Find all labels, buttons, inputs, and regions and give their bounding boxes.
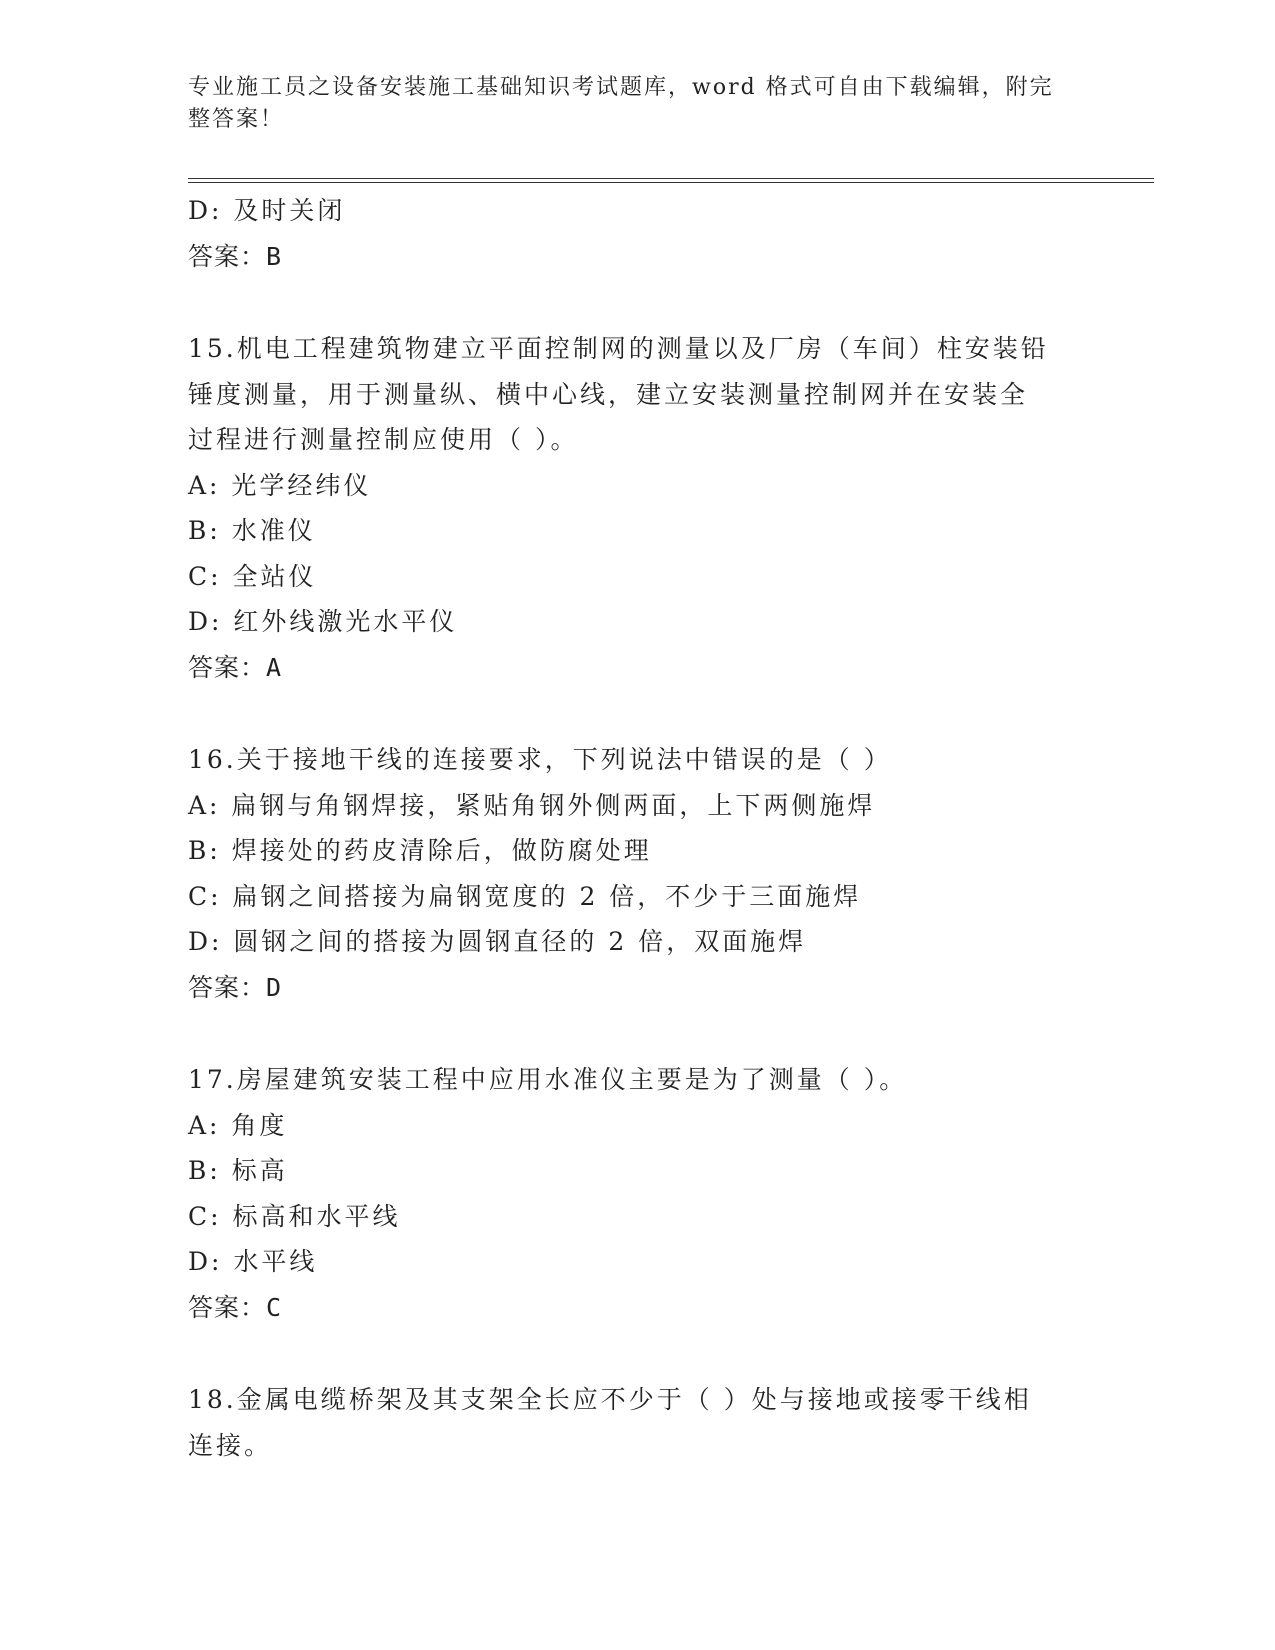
question-18	[188, 1377, 1118, 1468]
question-17-option-c: C: 标高和水平线	[188, 1201, 401, 1231]
spacer	[188, 1330, 1118, 1377]
header-title-line-1: 专业施工员之设备安装施工基础知识考试题库，word 格式可自由下载编辑，附完	[188, 75, 1054, 100]
question-15	[188, 326, 1118, 690]
question-16	[188, 737, 1118, 1010]
question-18-line-2: 连接。	[188, 1430, 273, 1460]
answer-label: 答案：	[188, 972, 267, 1002]
question-17-line-1: 17.房屋建筑安装工程中应用水准仪主要是为了测量（ ）。	[188, 1065, 908, 1094]
spacer	[188, 690, 1118, 737]
question-16-answer	[188, 965, 1118, 1011]
question-17-option-a: A: 角度	[188, 1110, 288, 1140]
question-17-answer	[188, 1285, 1118, 1331]
question-16-option-c: C: 扁钢之间搭接为扁钢宽度的 2 倍，不少于三面施焊	[188, 881, 862, 911]
question-15-option-d: D: 红外线激光水平仪	[188, 607, 458, 636]
question-16-option-b: B: 焊接处的药皮清除后，做防腐处理	[188, 836, 652, 865]
question-17-option-d: D: 水平线	[188, 1247, 318, 1276]
question-15-answer	[188, 645, 1118, 691]
answer-label: 答案：	[188, 652, 267, 682]
question-15-line-1: 15.机电工程建筑物建立平面控制网的测量以及厂房（车间）柱安装铅	[188, 334, 1049, 363]
question-15-line-3: 过程进行测量控制应使用（ ）。	[188, 425, 579, 454]
question-17	[188, 1057, 1118, 1330]
answer-value: C	[266, 1292, 283, 1322]
prev-option-d: D: 及时关闭	[188, 196, 346, 225]
answer-label: 答案：	[188, 1292, 267, 1322]
answer-value: A	[266, 652, 283, 682]
spacer	[188, 1010, 1118, 1057]
header-divider-top	[188, 178, 1154, 179]
question-16-line-1: 16.关于接地干线的连接要求，下列说法中错误的是（ ）	[188, 745, 892, 774]
document-header	[188, 72, 1068, 136]
header-divider-bottom	[188, 182, 1154, 183]
question-15-option-b: B: 水准仪	[188, 516, 316, 545]
question-15-line-2: 锤度测量，用于测量纵、横中心线，建立安装测量控制网并在安装全	[188, 379, 1029, 409]
answer-value: B	[266, 241, 283, 271]
answer-label: 答案：	[188, 241, 267, 271]
question-content	[188, 188, 1118, 1468]
prev-answer	[188, 234, 1118, 280]
question-15-option-c: C: 全站仪	[188, 561, 317, 591]
header-title-line-2: 整答案！	[188, 107, 285, 132]
question-18-line-1: 18.金属电缆桥架及其支架全长应不少于（ ）处与接地或接零干线相	[188, 1385, 1032, 1414]
question-17-option-b: B: 标高	[188, 1156, 288, 1185]
question-16-option-d: D: 圆钢之间的搭接为圆钢直径的 2 倍，双面施焊	[188, 927, 807, 956]
question-16-option-a: A: 扁钢与角钢焊接，紧贴角钢外侧两面，上下两侧施焊	[188, 790, 876, 820]
answer-value: D	[266, 972, 283, 1002]
question-15-option-a: A: 光学经纬仪	[188, 470, 372, 500]
spacer	[188, 279, 1118, 326]
